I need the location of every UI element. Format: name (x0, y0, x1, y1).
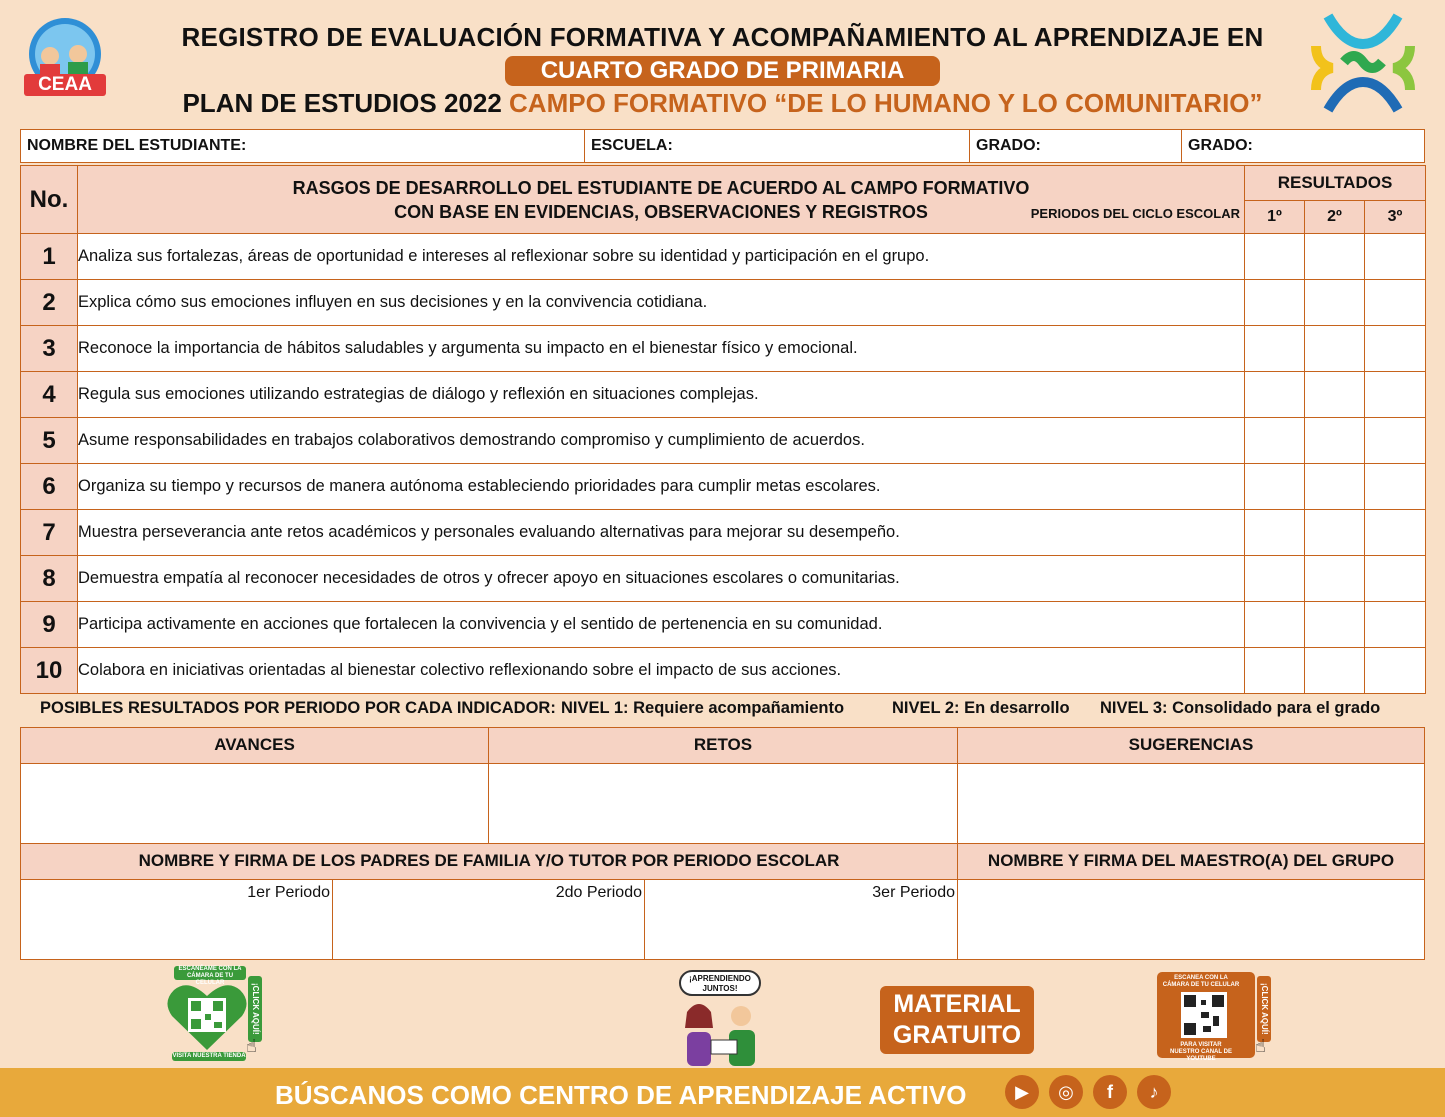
table-row (21, 372, 1426, 418)
result-cell-period-1[interactable] (1245, 510, 1305, 556)
row-description: Muestra perseverancia ante retos académicos y personales evaluando alternativas para mejorar su desempeño. (78, 510, 1245, 556)
row-number: 8 (21, 556, 78, 602)
row-description: Explica cómo sus emociones influyen en sus decisiones y en la convivencia cotidiana. (78, 280, 1245, 326)
material-line-1: MATERIAL (893, 990, 1021, 1018)
row-number: 3 (21, 326, 78, 372)
table-row (21, 510, 1426, 556)
facebook-icon[interactable]: f (1093, 1075, 1127, 1109)
row-description: Regula sus emociones utilizando estrategias de diálogo y reflexión en situaciones complejas. (78, 372, 1245, 418)
youtube-qr-bottom-text: PARA VISITAR NUESTRO CANAL DE YOUTUBE (1170, 1042, 1232, 1062)
avances-field[interactable] (20, 763, 489, 844)
school-field[interactable]: ESCUELA: (585, 130, 970, 162)
row-number: 5 (21, 418, 78, 464)
padres-header: NOMBRE Y FIRMA DE LOS PADRES DE FAMILIA Y/O TUTOR POR PERIODO ESCOLAR (20, 843, 958, 880)
result-cell-period-1[interactable] (1245, 234, 1305, 280)
avances-header: AVANCES (20, 727, 489, 764)
result-cell-period-3[interactable] (1365, 510, 1426, 556)
sugerencias-field[interactable] (957, 763, 1425, 844)
store-qr-promo[interactable] (166, 966, 266, 1062)
grade-field-1[interactable]: GRADO: (970, 130, 1182, 162)
column-header-rasgos (78, 166, 1245, 234)
teachers-illustration (675, 970, 775, 1070)
result-cell-period-3[interactable] (1365, 372, 1426, 418)
result-cell-period-3[interactable] (1365, 648, 1426, 694)
table-row (21, 556, 1426, 602)
result-cell-period-1[interactable] (1245, 418, 1305, 464)
signature-period-2[interactable]: 2do Periodo (332, 879, 645, 960)
row-number: 4 (21, 372, 78, 418)
level-3: NIVEL 3: Consolidado para el grado (1100, 699, 1381, 717)
ceaa-logo-text: CEAA (38, 74, 92, 95)
result-cell-period-2[interactable] (1305, 234, 1365, 280)
plan-label: PLAN DE ESTUDIOS 2022 (182, 88, 502, 118)
retos-field[interactable] (488, 763, 958, 844)
result-cell-period-3[interactable] (1365, 556, 1426, 602)
store-qr-top-text: ESCANÉAME CON LA CÁMARA DE TU CELULAR (174, 966, 246, 980)
row-description: Participa activamente en acciones que fortalecen la convivencia y el sentido de pertenencia en su comunidad. (78, 602, 1245, 648)
speech-bubble: ¡APRENDIENDO JUNTOS! (679, 970, 761, 996)
table-row (21, 326, 1426, 372)
rasgos-line-1: RASGOS DE DESARROLLO DEL ESTUDIANTE DE ACUERDO AL CAMPO FORMATIVO (292, 177, 1030, 198)
grade-badge: CUARTO GRADO DE PRIMARIA (505, 56, 940, 86)
row-description: Demuestra empatía al reconocer necesidades de otros y ofrecer apoyo en situaciones escolares o comunitarias. (78, 556, 1245, 602)
document-title: REGISTRO DE EVALUACIÓN FORMATIVA Y ACOMPAÑAMIENTO AL APRENDIZAJE EN (181, 22, 1264, 52)
evaluation-table (20, 165, 1426, 694)
maestro-header: NOMBRE Y FIRMA DEL MAESTRO(A) DEL GRUPO (957, 843, 1425, 880)
levels-label: POSIBLES RESULTADOS POR PERIODO POR CADA INDICADOR: (40, 699, 556, 717)
row-number: 6 (21, 464, 78, 510)
row-description: Analiza sus fortalezas, áreas de oportunidad e intereses al reflexionar sobre su identidad y participación en el grupo. (78, 234, 1245, 280)
result-cell-period-2[interactable] (1305, 648, 1365, 694)
youtube-click-label: ¡CLICK AQUÍ! (1257, 976, 1271, 1042)
row-number: 2 (21, 280, 78, 326)
column-header-number: No. (21, 166, 78, 234)
result-cell-period-2[interactable] (1305, 418, 1365, 464)
result-cell-period-1[interactable] (1245, 372, 1305, 418)
result-cell-period-3[interactable] (1365, 326, 1426, 372)
free-material-badge (880, 986, 1034, 1054)
row-description: Asume responsabilidades en trabajos colaborativos demostrando compromiso y cumplimiento de acuerdos. (78, 418, 1245, 464)
retos-header: RETOS (488, 727, 958, 764)
column-header-period-3: 3º (1365, 201, 1426, 234)
student-info-row (20, 129, 1425, 163)
result-cell-period-3[interactable] (1365, 234, 1426, 280)
result-cell-period-3[interactable] (1365, 280, 1426, 326)
result-cell-period-2[interactable] (1305, 556, 1365, 602)
youtube-qr-promo[interactable] (1157, 972, 1275, 1060)
result-cell-period-2[interactable] (1305, 372, 1365, 418)
result-cell-period-1[interactable] (1245, 326, 1305, 372)
document-subtitle (0, 88, 1445, 119)
result-cell-period-2[interactable] (1305, 464, 1365, 510)
signature-period-1[interactable]: 1er Periodo (20, 879, 333, 960)
youtube-icon[interactable]: ▶ (1005, 1075, 1039, 1109)
heart-qr-icon (166, 980, 248, 1052)
table-row (21, 418, 1426, 464)
instagram-icon[interactable]: ◎ (1049, 1075, 1083, 1109)
row-description: Organiza su tiempo y recursos de manera autónoma estableciendo prioridades para cumplir metas escolares. (78, 464, 1245, 510)
table-row (21, 464, 1426, 510)
signature-period-3[interactable]: 3er Periodo (644, 879, 958, 960)
student-name-field[interactable]: NOMBRE DEL ESTUDIANTE: (21, 130, 585, 162)
result-cell-period-2[interactable] (1305, 602, 1365, 648)
store-click-label: ¡CLICK AQUÍ! (248, 976, 262, 1042)
table-row (21, 648, 1426, 694)
youtube-qr-top-text: ESCANEA CON LA CÁMARA DE TU CELULAR (1162, 975, 1240, 988)
result-cell-period-1[interactable] (1245, 556, 1305, 602)
grade-field-2[interactable]: GRADO: (1188, 137, 1253, 154)
store-qr-bottom-text: VISITA NUESTRA TIENDA (172, 1053, 246, 1059)
result-cell-period-1[interactable] (1245, 602, 1305, 648)
level-2: NIVEL 2: En desarrollo (892, 699, 1070, 717)
material-line-2: GRATUITO (892, 1021, 1022, 1049)
sugerencias-header: SUGERENCIAS (957, 727, 1425, 764)
column-header-period-2: 2º (1305, 201, 1365, 234)
row-number: 10 (21, 648, 78, 694)
level-1: NIVEL 1: Requiere acompañamiento (561, 699, 845, 717)
footer-text: BÚSCANOS COMO CENTRO DE APRENDIZAJE ACTIVO (275, 1080, 967, 1110)
row-number: 7 (21, 510, 78, 556)
column-header-resultados: RESULTADOS (1245, 166, 1426, 201)
row-description: Reconoce la importancia de hábitos saludables y argumenta su impacto en el bienestar físico y emocional. (78, 326, 1245, 372)
row-number: 1 (21, 234, 78, 280)
result-cell-period-1[interactable] (1245, 464, 1305, 510)
row-description: Colabora en iniciativas orientadas al bienestar colectivo reflexionando sobre el impacto de sus acciones. (78, 648, 1245, 694)
table-row (21, 602, 1426, 648)
result-cell-period-1[interactable] (1245, 280, 1305, 326)
column-header-period-1: 1º (1245, 201, 1305, 234)
result-cell-period-2[interactable] (1305, 280, 1365, 326)
periodos-label: PERIODOS DEL CICLO ESCOLAR (1030, 206, 1240, 221)
result-cell-period-3[interactable] (1365, 418, 1426, 464)
hand-pointer-icon: ☝ (246, 1036, 257, 1056)
hand-pointer-icon: ☝ (1255, 1036, 1266, 1056)
result-cell-period-2[interactable] (1305, 326, 1365, 372)
result-cell-period-3[interactable] (1365, 602, 1426, 648)
qr-code-icon (1181, 992, 1227, 1038)
result-cell-period-2[interactable] (1305, 510, 1365, 556)
table-row (21, 280, 1426, 326)
tiktok-icon[interactable]: ♪ (1137, 1075, 1171, 1109)
levels-legend (20, 692, 1425, 727)
result-cell-period-1[interactable] (1245, 648, 1305, 694)
table-row (21, 234, 1426, 280)
signature-teacher[interactable] (957, 879, 1425, 960)
result-cell-period-3[interactable] (1365, 464, 1426, 510)
campo-label: CAMPO FORMATIVO “DE LO HUMANO Y LO COMUNITARIO” (509, 88, 1263, 118)
row-number: 9 (21, 602, 78, 648)
rasgos-line-2: CON BASE EN EVIDENCIAS, OBSERVACIONES Y REGISTROS (394, 201, 928, 222)
